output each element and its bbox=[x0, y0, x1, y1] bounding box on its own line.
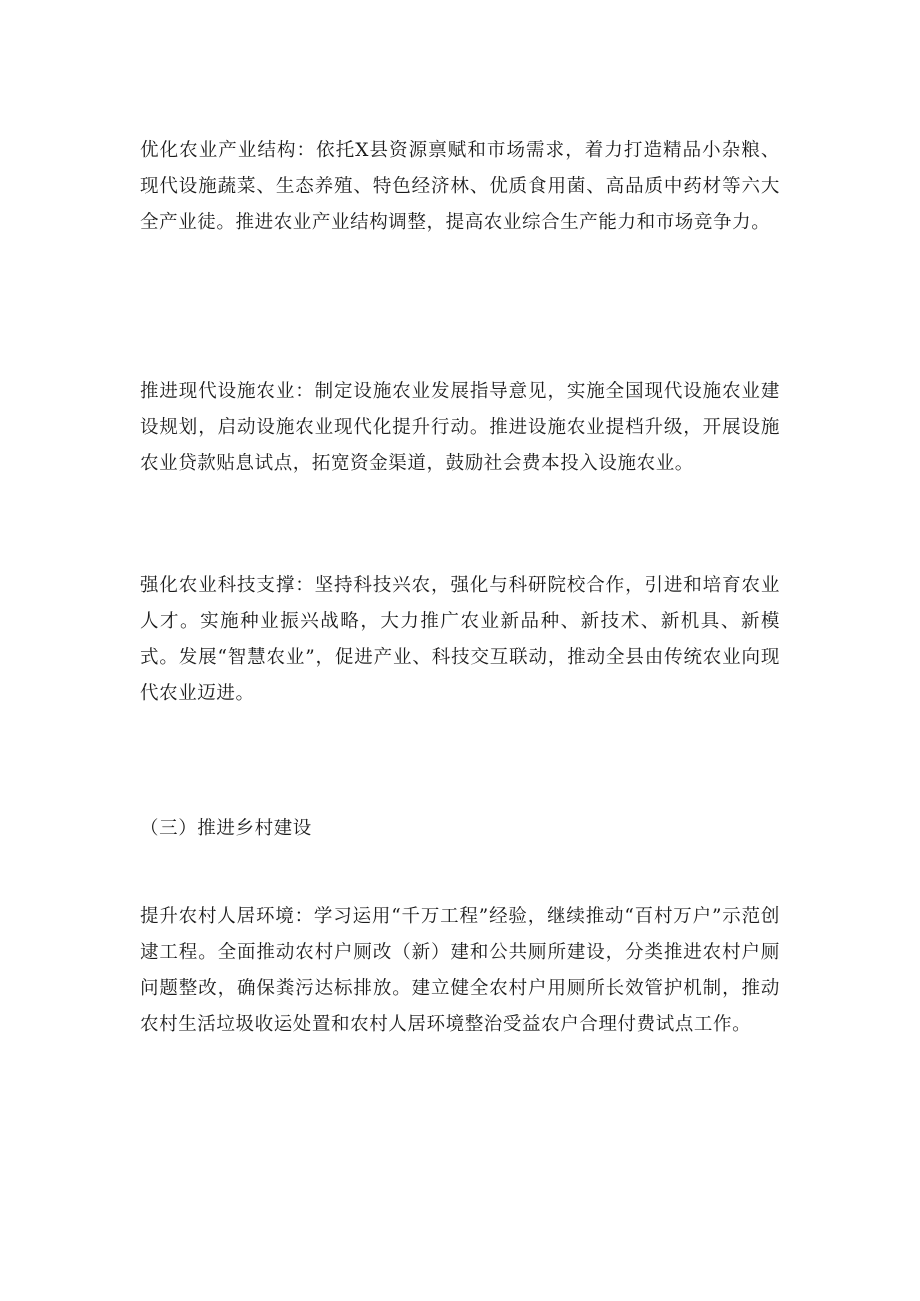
section-heading: （三）推进乡村建设 bbox=[140, 818, 312, 839]
paragraph-rural-living-environment: 提升农村人居环境：学习运用“千万工程”经验，继续推动“百村万户”示范创逮工程。全面推动农村户厕改（新）建和公共厕所建设，分类推进农村户厕问题整改，确保粪污达标排放。建立健全农村户用厕所长效管护机制，推动农村生活垃圾收运处置和农村人居环境整治受益农户合理付费试点工作。 bbox=[140, 906, 780, 1035]
paragraph-agricultural-structure: 优化农业产业结构：依托X县资源禀赋和市场需求，着力打造精品小杂粮、现代设施蔬菜、生态养殖、特色经济林、优质食用菌、高品质中药材等六大全产业徒。推进农业产业结构调整，提高农业综合生产能力和市场竞争力。 bbox=[140, 140, 780, 233]
paragraph-agricultural-technology: 强化农业科技支撑：坚持科技兴农，强化与科研院校合作，引进和培育农业人才。实施种业振兴战略，大力推广农业新品种、新技术、新机具、新模式。发展“智慧农业”，促进产业、科技交互联动，推动全县由传统农业向现代农业迈进。 bbox=[140, 575, 780, 704]
paragraph-modern-facility-agriculture: 推进现代设施农业：制定设施农业发展指导意见，实施全国现代设施农业建设规划，启动设施农业现代化提升行动。推进设施农业提档升级，开展设施农业贷款贴息试点，拓宽资金渠道，鼓励社会费本投入设施农业。 bbox=[140, 381, 780, 474]
